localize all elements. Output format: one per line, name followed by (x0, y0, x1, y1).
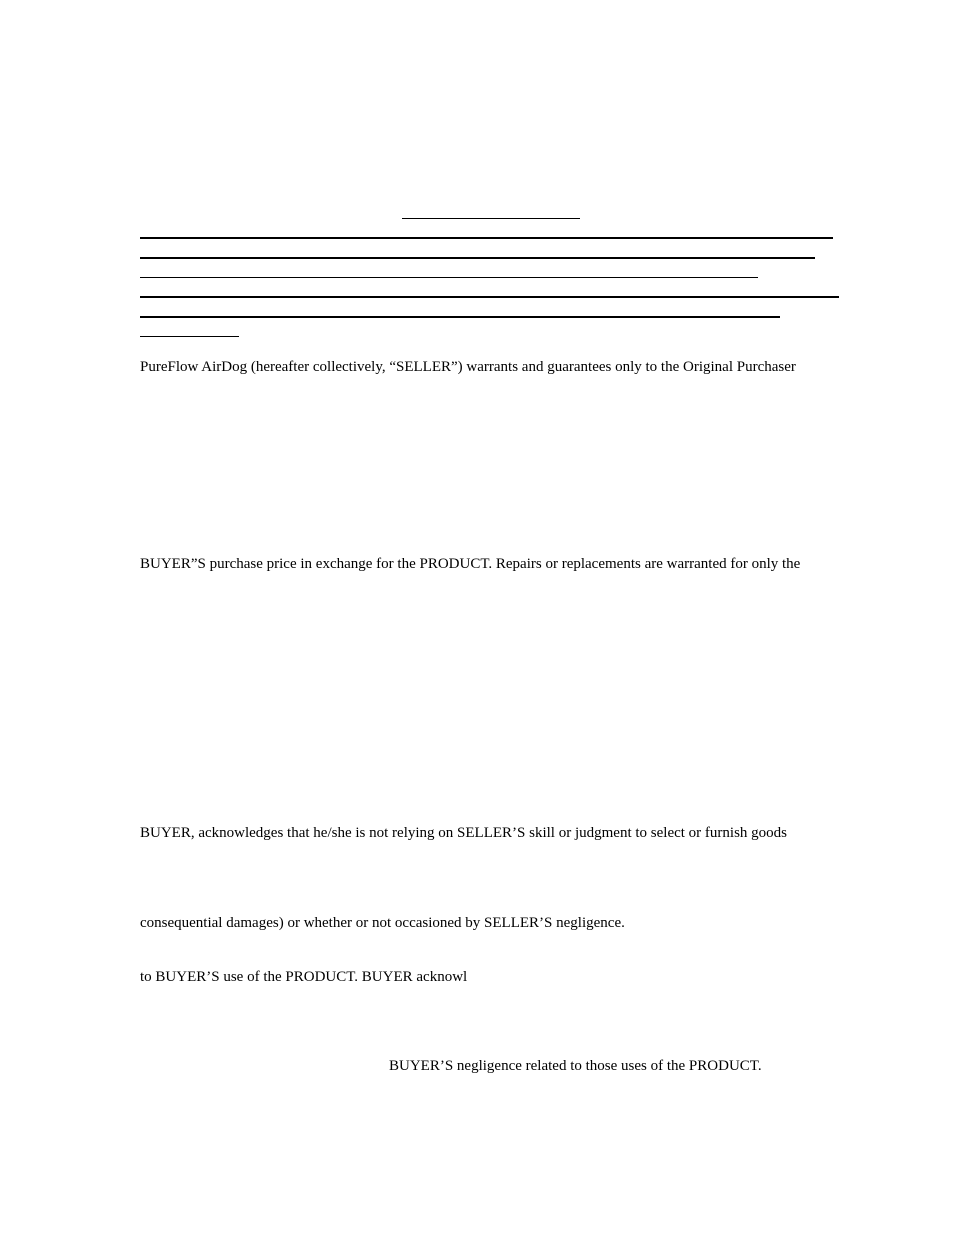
header-underline-5 (140, 316, 780, 318)
title-underline (402, 218, 580, 219)
paragraph-line-3: BUYER, acknowledges that he/she is not relying on SELLER’S skill or judgment to select or furnish goods (140, 825, 787, 841)
paragraph-line-2: BUYER”S purchase price in exchange for the PRODUCT. Repairs or replacements are warranted for only the (140, 556, 801, 572)
header-underline-3 (140, 277, 758, 278)
header-underline-6 (140, 336, 239, 337)
paragraph-line-5: to BUYER’S use of the PRODUCT. BUYER acknowl (140, 969, 468, 985)
header-underline-4 (140, 296, 839, 298)
header-underline-2 (140, 257, 815, 259)
header-underline-1 (140, 237, 833, 239)
paragraph-line-4: consequential damages) or whether or not occasioned by SELLER’S negligence. (140, 915, 625, 931)
paragraph-line-1: PureFlow AirDog (hereafter collectively, “SELLER”) warrants and guarantees only to the Original Purchaser (140, 359, 796, 375)
paragraph-line-6: BUYER’S negligence related to those uses of the PRODUCT. (389, 1058, 762, 1074)
